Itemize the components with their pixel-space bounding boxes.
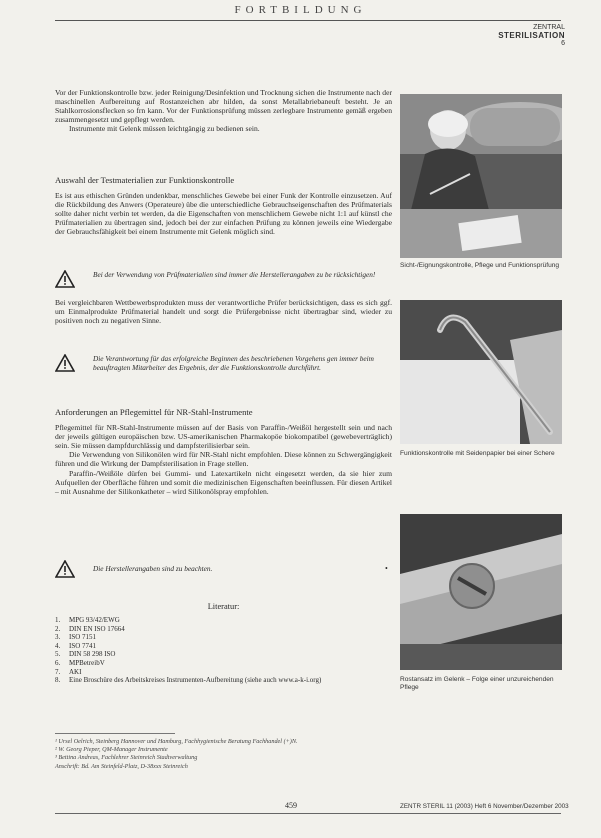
footnote: ² W. Georg Pieper, QM-Manager Instrumente xyxy=(55,746,168,754)
list-item: 6. MPBetreibV xyxy=(55,658,105,667)
section-body: Es ist aus ethischen Gründen undenkbar, menschliches Gewebe bei einer Funk der Kontrolle einzusetzen. Auf die Rückbildung des Anwers (Operateure) übe die unterschiedliche Gebrauchseigenschaften des Prüfmaterials sollte daher nicht verbin tet werden, da die Eigenschaften von menschlichem Gewebe nicht 1:1 auf künstl che Prüfmaterialien zu übertragen sind, jedoch bei der zur einfachen Prüfung zu können jeweils eine Wiedergabe der Gebrauchsfähigkeit bei einem Instrumente mit Gelenk möglich sind. xyxy=(55,191,392,237)
footnote: Anschrift: Bd. Am Steinfeld-Platz, D-38xxx Steinreich xyxy=(55,762,188,770)
photo-inspection xyxy=(400,94,562,258)
photo-rust-joint xyxy=(400,514,562,670)
list-item: 7. AKI xyxy=(55,667,82,676)
logo-line2: STERILISATION xyxy=(498,31,565,40)
warning-triangle-icon xyxy=(55,270,75,288)
warning-triangle-icon xyxy=(55,354,75,372)
header-rule xyxy=(55,20,561,21)
section-care-products xyxy=(55,408,392,496)
warning-box xyxy=(55,560,392,573)
comparison-paragraph: Bei vergleichbaren Wettbewerbsprodukten muss der verantwortliche Prüfer berücksichtigen, dass es sich ggf. um Einmalprodukte Prüfmaterial handelt und sorgt die Prüfergebnisse nicht übertragbar sind, wieder zu positiven noch zu negativen Sinne. xyxy=(55,298,392,326)
photo-caption: Funktionskontrolle mit Seidenpapier bei einer Schere xyxy=(400,450,555,457)
list-item: 1. MPG 93/42/EWG xyxy=(55,616,120,624)
list-item: 5. DIN 58 298 ISO xyxy=(55,650,116,659)
footnote: ³ Bettina Andreas, Fachlehrer Steinreich Stadtverwaltung xyxy=(55,754,198,762)
list-item: 4. ISO 7741 xyxy=(55,641,97,650)
footnote-rule xyxy=(55,733,175,734)
section-test-materials xyxy=(55,176,392,237)
photo-function-test xyxy=(400,300,562,444)
journal-citation: ZENTR STERIL 11 (2003) Heft 6 November/Dezember 2003 xyxy=(400,803,569,810)
intro-paragraph-joints: Instrumente mit Gelenk müssen leichtgängig zu bedienen sein. xyxy=(69,124,260,134)
warning-text: Die Verantwortung für das erfolgreiche Beginnen des beschriebenen Vorgehens gen immer beim beauftragten Mitarbeiter des Ergebnis, der die Funktionskontrolle durchführt. xyxy=(93,354,374,372)
section-heading: Auswahl der Testmaterialien zur Funktionskontrolle xyxy=(55,175,235,185)
literature-list xyxy=(55,616,395,685)
warning-text: Die Herstellerangaben sind zu beachten. xyxy=(93,564,213,573)
section-paragraph: Pflegemittel für NR-Stahl-Instrumente müssen auf der Basis von Paraffin-/Weißöl hergestellt sein und nach der jeweils gültigen europäischen bzw. US-amerikanischen Pharmakopöe biokompatibel (gewebeverträglich) sein. Sie müssen dampfdurchlässig und dampfsterilisierbar sein. xyxy=(55,423,392,451)
literature-heading: Literatur: xyxy=(207,602,240,611)
running-header: FORTBILDUNG xyxy=(234,4,367,16)
section-heading: Anforderungen an Pflegemittel für NR-Stahl-Instrumente xyxy=(55,407,253,417)
logo-line3: 6 xyxy=(561,40,565,47)
bullet-mark: • xyxy=(385,564,388,573)
warning-text: Bei der Verwendung von Prüfmaterialien sind immer die Herstellerangaben zu be rücksichtigen! xyxy=(93,270,376,279)
section-comparison xyxy=(55,298,392,325)
intro-paragraph: Vor der Funktionskontrolle bzw. jeder Reinigung/Desinfektion und Trocknung sichen die Instrumente nach der maschinellen Aufbereitung auf Rostanzeichen abr hilden, da sonst Metallabriebaneuft besteht. Je an Stahlkorrosionsflecken so frn kann. Vor der Funktionsprüfung müssen zerlegbare Instrumente gemäß ergeben zusammengesetzt und gepflegt werden. xyxy=(55,88,392,125)
list-item: 2. DIN EN ISO 17664 xyxy=(55,624,125,633)
logo-line1: ZENTRAL xyxy=(533,24,565,31)
section-paragraph: Paraffin-/Weißöle dürfen bei Gummi- und Latexartikeln nicht eingesetzt werden, da sie hier zum Aufquellen der Oberfläche führen und somit die medizinischen Eigenschaften beeinflussen. Für diesen Artikel – mit Ausnahme der Silikonkatheter – wird Silikonölspray empfohlen. xyxy=(55,468,392,496)
warning-triangle-icon xyxy=(55,560,75,578)
footnotes xyxy=(55,738,405,771)
intro-block xyxy=(55,88,392,133)
journal-logo xyxy=(498,24,565,48)
list-item: 3. ISO 7151 xyxy=(55,633,97,642)
photo-caption: Sicht-/Eignungskontrolle, Pflege und Funktionsprüfung xyxy=(400,262,560,269)
photo-caption: Rostansatz im Gelenk – Folge einer unzureichenden Pflege xyxy=(400,676,554,691)
list-item: 8. Eine Broschüre des Arbeitskreises Instrumenten-Aufbereitung (siehe auch www.a-k-i.org) xyxy=(55,676,322,685)
footnote: ¹ Ursel Oelrich, Steinberg Hannover und Hamburg, Fachhygienische Beratung Fachhandel (+)N. xyxy=(55,738,298,745)
warning-box xyxy=(55,270,392,279)
warning-box xyxy=(55,354,392,372)
page-number: 459 xyxy=(285,801,297,810)
footer-rule xyxy=(55,813,561,814)
section-paragraph: Die Verwendung von Silikonölen wird für NR-Stahl nicht empfohlen. Diese können zu Schwergängigkeit führen und die Wirkung der Dampfsterilisation in Frage stellen. xyxy=(55,450,392,469)
